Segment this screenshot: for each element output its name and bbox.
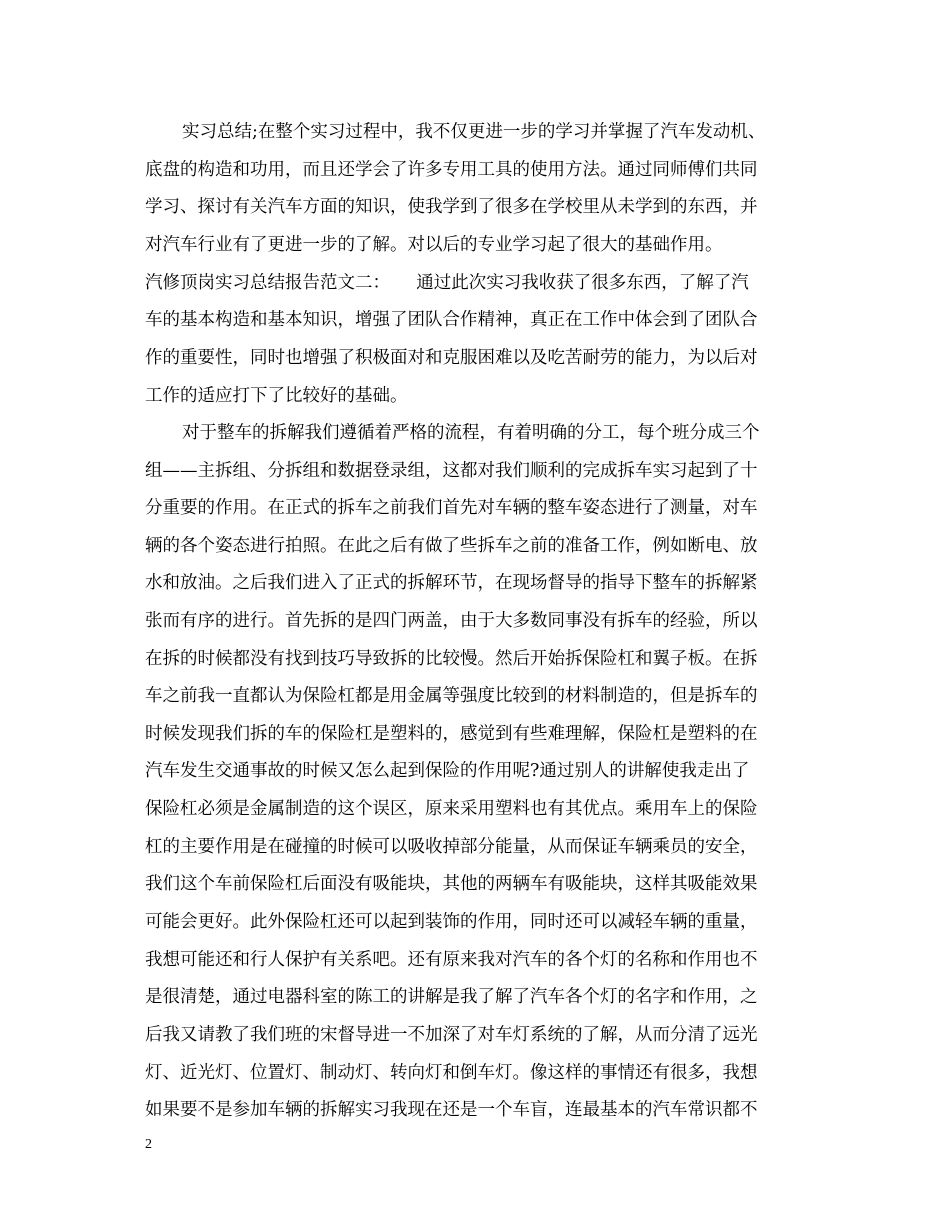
text-line: 水和放油。之后我们进入了正式的拆解环节，在现场督导的指导下整车的拆解紧 bbox=[145, 573, 758, 593]
text-line: 在拆的时候都没有找到技巧导致拆的比较慢。然后开始拆保险杠和翼子板。在拆 bbox=[145, 649, 758, 669]
text-line: 工作的适应打下了比较好的基础。 bbox=[145, 386, 408, 406]
text-line: 灯、近光灯、位置灯、制动灯、转向灯和倒车灯。像这样的事情还有很多，我想 bbox=[145, 1063, 758, 1083]
page-number: 2 bbox=[145, 1137, 152, 1152]
text-line: 我想可能还和行人保护有关系吧。还有原来我对汽车的各个灯的名称和作用也不 bbox=[145, 950, 758, 970]
text-line: 车的基本构造和基本知识，增强了团队合作精神，真正在工作中体会到了团队合 bbox=[145, 310, 758, 330]
text-line: 张而有序的进行。首先拆的是四门两盖，由于大多数同事没有拆车的经验，所以 bbox=[145, 611, 758, 631]
text-line: 分重要的作用。在正式的拆车之前我们首先对车辆的整车姿态进行了测量，对车 bbox=[145, 498, 758, 518]
text-line: 是很清楚，通过电器科室的陈工的讲解是我了解了汽车各个灯的名字和作用，之 bbox=[145, 987, 758, 1007]
text-line: 对汽车行业有了更进一步的了解。对以后的专业学习起了很大的基础作用。 bbox=[145, 235, 723, 255]
text-line: 作的重要性，同时也增强了积极面对和克服困难以及吃苦耐劳的能力，为以后对 bbox=[145, 348, 758, 368]
text-line: 辆的各个姿态进行拍照。在此之后有做了些拆车之前的准备工作，例如断电、放 bbox=[145, 536, 758, 556]
text-line: 可能会更好。此外保险杠还可以起到装饰的作用，同时还可以减轻车辆的重量， bbox=[145, 912, 758, 932]
text-line: 时候发现我们拆的车的保险杠是塑料的，感觉到有些难理解，保险杠是塑料的在 bbox=[145, 724, 758, 744]
text-line: 对于整车的拆解我们遵循着严格的流程，有着明确的分工，每个班分成三个 bbox=[182, 423, 760, 443]
text-line: 如果要不是参加车辆的拆解实习我现在还是一个车盲，连最基本的汽车常识都不 bbox=[145, 1100, 758, 1120]
text-line: 组——主拆组、分拆组和数据登录组，这都对我们顺利的完成拆车实习起到了十 bbox=[145, 461, 758, 481]
text-line: 保险杠必须是金属制造的这个误区，原来采用塑料也有其优点。乘用车上的保险 bbox=[145, 799, 758, 819]
text-line: 学习、探讨有关汽车方面的知识，使我学到了很多在学校里从未学到的东西，并 bbox=[145, 197, 758, 217]
text-line: 底盘的构造和功用，而且还学会了许多专用工具的使用方法。通过同师傅们共同 bbox=[145, 160, 758, 180]
text-line: 汽修顶岗实习总结报告范文二： 通过此次实习我收获了很多东西，了解了汽 bbox=[145, 273, 749, 293]
text-line: 后我又请教了我们班的宋督导进一不加深了对车灯系统的了解，从而分清了远光 bbox=[145, 1025, 758, 1045]
text-line: 杠的主要作用是在碰撞的时候可以吸收掉部分能量，从而保证车辆乘员的安全， bbox=[145, 837, 758, 857]
text-line: 实习总结;在整个实习过程中，我不仅更进一步的学习并掌握了汽车发动机、 bbox=[182, 122, 766, 142]
text-line: 车之前我一直都认为保险杠都是用金属等强度比较到的材料制造的，但是拆车的 bbox=[145, 686, 758, 706]
text-line: 汽车发生交通事故的时候又怎么起到保险的作用呢?通过别人的讲解使我走出了 bbox=[145, 761, 750, 781]
text-line: 我们这个车前保险杠后面没有吸能块，其他的两辆车有吸能块，这样其吸能效果 bbox=[145, 874, 758, 894]
